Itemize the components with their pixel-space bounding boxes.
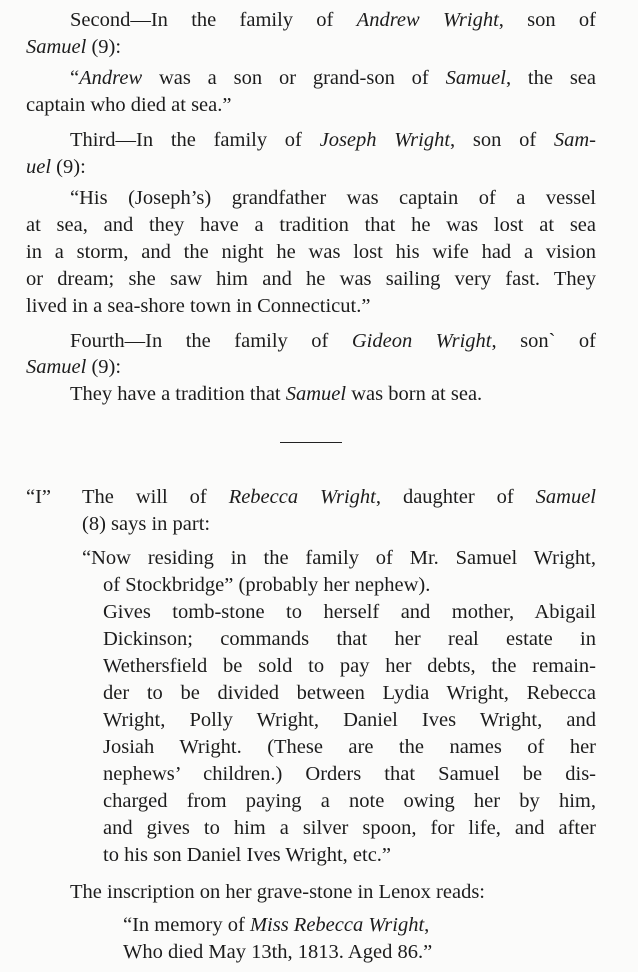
text-line [26, 35, 121, 59]
text-span: charged from paying a note owing her by him, [103, 790, 596, 812]
italic-name: Andrew Wright [356, 9, 499, 31]
text-line [103, 762, 596, 786]
text-span: or dream; she saw him and he was sailing very fast. They [26, 268, 596, 290]
text-span: They have a tradition that [70, 383, 286, 405]
text-span: , [424, 914, 430, 936]
text-span: and gives to him a silver spoon, for life, and after [103, 817, 596, 839]
text-span: was a son or grand-son of [142, 67, 446, 89]
text-line [26, 240, 596, 264]
text-span: “Now residing in the family of Mr. Samuel Wright, [82, 547, 596, 569]
text-span: (8) says in part: [82, 513, 211, 535]
text-span: “ [70, 67, 80, 89]
text-span: Third—In the family of [70, 129, 320, 151]
text-line [26, 294, 370, 318]
italic-name: Samuel [445, 67, 506, 89]
italic-name: uel [26, 156, 52, 178]
italic-name: Gideon Wright [351, 330, 492, 352]
text-span: Who died May 13th, 1813. Aged 86.” [123, 941, 433, 963]
text-line [103, 708, 596, 732]
text-span: in a storm, and the night he was lost his wife had a vision [26, 241, 596, 263]
text-span: captain who died at sea.” [26, 94, 232, 116]
text-span: nephews’ children.) Orders that Samuel be dis- [103, 763, 596, 785]
section-divider [280, 442, 342, 443]
text-span: , the sea [505, 67, 596, 89]
italic-name: Samuel [285, 383, 347, 405]
text-span: Dickinson; commands that her real estate in [103, 628, 596, 650]
text-line [103, 681, 596, 705]
italic-name: Sam- [553, 129, 596, 151]
text-line [103, 654, 596, 678]
text-span: (9): [86, 356, 122, 378]
text-span: The inscription on her grave-stone in Lenox reads: [70, 881, 485, 903]
text-span: lived in a sea-shore town in Connecticut.” [26, 295, 371, 317]
section-marker: “I” [26, 486, 52, 508]
italic-name: Rebecca Wright [228, 486, 376, 508]
text-span: Second—In the family of [70, 9, 357, 31]
italic-name: Samuel [26, 36, 87, 58]
italic-name: Miss Rebecca Wright [249, 914, 425, 936]
text-line [123, 940, 432, 964]
text-span: was born at sea. [346, 383, 483, 405]
text-line [70, 128, 596, 152]
text-line [103, 816, 596, 840]
text-span: Fourth—In the family of [70, 330, 352, 352]
text-line [26, 155, 86, 179]
text-span: The will of [82, 486, 229, 508]
text-line [26, 213, 596, 237]
text-line [70, 8, 596, 32]
text-line [70, 329, 596, 353]
text-span: , son of [450, 129, 554, 151]
text-span: at sea, and they have a tradition that he was lost at sea [26, 214, 596, 236]
text-span: , son` of [491, 330, 596, 352]
text-span: (9): [51, 156, 86, 178]
text-span: Wright, Polly Wright, Daniel Ives Wright, and [103, 709, 596, 731]
text-span: , daughter of [375, 486, 536, 508]
text-span: Josiah Wright. (These are the names of her [103, 736, 596, 758]
text-span: Wethersfield be sold to pay her debts, the remain- [103, 655, 596, 677]
text-line [26, 93, 231, 117]
text-line [123, 913, 429, 937]
italic-name: Samuel [26, 356, 87, 378]
text-line [103, 735, 596, 759]
text-line [103, 627, 596, 651]
text-span: of Stockbridge” (probably her nephew). [103, 574, 431, 596]
text-line [26, 267, 596, 291]
text-span: (9): [86, 36, 122, 58]
text-line [103, 843, 391, 867]
text-span: Gives tomb-stone to herself and mother, Abigail [103, 601, 596, 623]
text-span: der to be divided between Lydia Wright, Rebecca [103, 682, 596, 704]
text-span: , son of [498, 9, 597, 31]
text-line [70, 186, 596, 210]
text-span: to his son Daniel Ives Wright, etc.” [103, 844, 392, 866]
text-line [26, 355, 121, 379]
text-line [70, 880, 485, 904]
text-line [82, 485, 596, 509]
text-span: “In memory of [123, 914, 250, 936]
text-line [82, 512, 210, 536]
text-line [103, 600, 596, 624]
text-line [82, 546, 596, 570]
italic-name: Samuel [535, 486, 597, 508]
text-line [103, 573, 430, 597]
text-line [70, 66, 596, 90]
text-span: “His (Joseph’s) grandfather was captain of a vessel [70, 187, 596, 209]
italic-name: Joseph Wright [319, 129, 451, 151]
italic-name: Andrew [79, 67, 143, 89]
text-line [103, 789, 596, 813]
text-line [70, 382, 482, 406]
